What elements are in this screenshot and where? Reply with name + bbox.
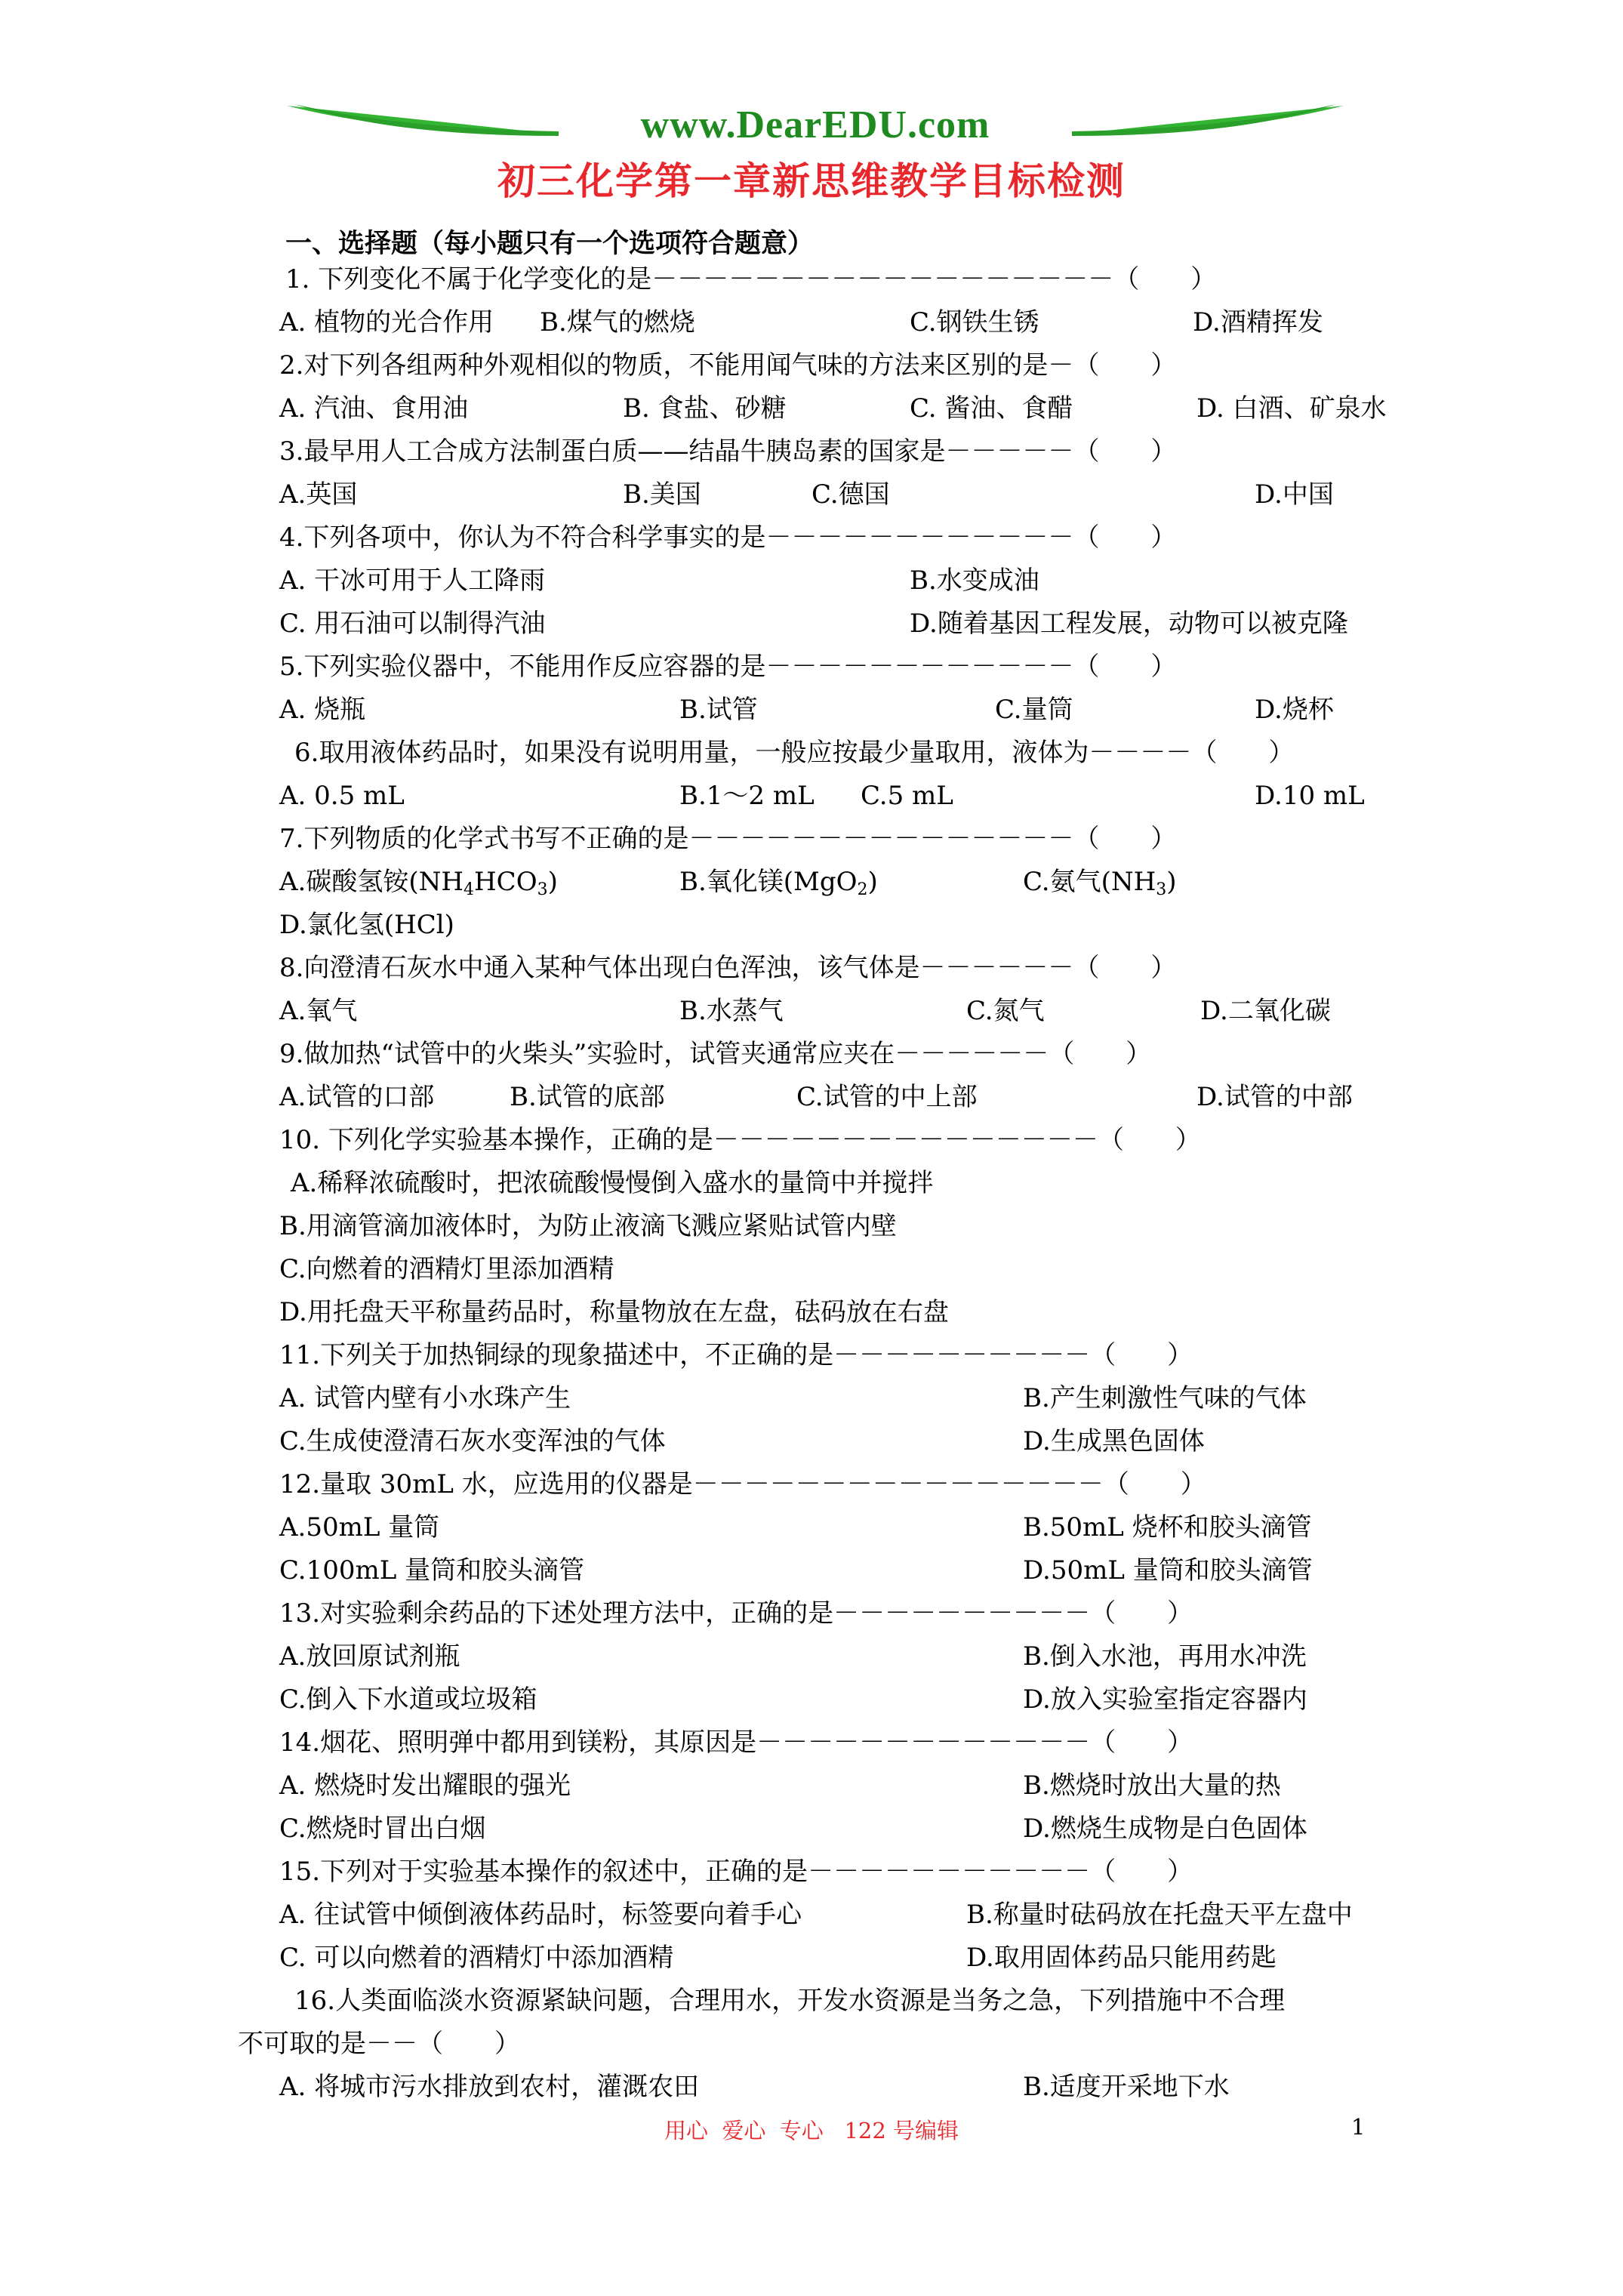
line-segment: 不可取的是－－（ ）	[238, 2029, 520, 2059]
line-segment: C. 用石油可以制得汽油	[279, 609, 546, 639]
line-segment: D.燃烧生成物是白色固体	[1023, 1814, 1307, 1844]
line-segment: A.碳酸氢铵$(NH_4HCO_3)$	[279, 867, 558, 899]
line-segment: 16.人类面临淡水资源紧缺问题，合理用水，开发水资源是当务之急，下列措施中不合理	[294, 1986, 1286, 2016]
line-segment: 8.向澄清石灰水中通入某种气体出现白色浑浊，该气体是－－－－－－（ ）	[279, 953, 1177, 983]
line-segment: D.10 mL	[1255, 781, 1365, 811]
line-segment: B.称量时砝码放在托盘天平左盘中	[966, 1900, 1353, 1930]
line-segment: A.50mL 量筒	[279, 1512, 440, 1542]
line-segment: D.随着基因工程发展，动物可以被克隆	[910, 609, 1348, 639]
line-segment: 14.烟花、照明弹中都用到镁粉，其原因是－－－－－－－－－－－－－（ ）	[279, 1727, 1193, 1758]
line-segment: D.生成黑色固体	[1023, 1426, 1205, 1456]
line-segment: A.试管的口部	[279, 1082, 435, 1112]
line-segment: C.德国	[812, 479, 890, 510]
line-segment: 13.对实验剩余药品的下述处理方法中，正确的是－－－－－－－－－－（ ）	[279, 1598, 1193, 1629]
line-segment: 9.做加热“试管中的火柴头”实验时，试管夹通常应夹在－－－－－－（ ）	[279, 1039, 1152, 1069]
site-logo	[287, 89, 1344, 161]
logo-text: www.DearEDU.com	[640, 103, 990, 146]
line-segment: 1. 下列变化不属于化学变化的是－－－－－－－－－－－－－－－－－－（ ）	[285, 264, 1217, 294]
line-segment: C.氨气$(NH_3)$	[1023, 867, 1177, 899]
line-segment: A.氧气	[279, 996, 358, 1026]
line-segment: C.钢铁生锈	[910, 307, 1039, 337]
line-segment: D.酒精挥发	[1193, 307, 1323, 337]
line-segment: B.倒入水池，再用水冲洗	[1023, 1641, 1307, 1672]
line-segment: C.倒入下水道或垃圾箱	[279, 1684, 537, 1715]
line-segment: 7.下列物质的化学式书写不正确的是－－－－－－－－－－－－－－－（ ）	[279, 824, 1177, 854]
line-segment: D.烧杯	[1255, 695, 1334, 725]
line-segment: D. 白酒、矿泉水	[1196, 393, 1387, 424]
line-segment: A. 烧瓶	[279, 695, 366, 725]
line-segment: 15.下列对于实验基本操作的叙述中，正确的是－－－－－－－－－－－（ ）	[279, 1857, 1193, 1887]
line-segment: A. 植物的光合作用	[279, 307, 494, 337]
line-segment: 12.量取 30mL 水，应选用的仪器是－－－－－－－－－－－－－－－－（ ）	[279, 1469, 1206, 1499]
line-segment: D.放入实验室指定容器内	[1023, 1684, 1307, 1715]
line-segment: A.稀释浓硫酸时，把浓硫酸慢慢倒入盛水的量筒中并搅拌	[291, 1168, 934, 1198]
line-segment: A. 干冰可用于人工降雨	[279, 566, 546, 596]
line-segment: D.取用固体药品只能用药匙	[966, 1943, 1277, 1973]
line-segment: B.50mL 烧杯和胶头滴管	[1023, 1512, 1312, 1542]
line-segment: B.水蒸气	[679, 996, 784, 1026]
line-segment: B.产生刺激性气味的气体	[1023, 1383, 1307, 1413]
line-segment: A.放回原试剂瓶	[279, 1641, 460, 1672]
line-segment: B.适度开采地下水	[1023, 2072, 1230, 2102]
page-number: 1	[1351, 2114, 1366, 2140]
line-segment: C.氮气	[966, 996, 1045, 1026]
line-segment: C.试管的中上部	[796, 1082, 978, 1112]
line-segment: A. 试管内壁有小水珠产生	[279, 1383, 571, 1413]
line-segment: 5.下列实验仪器中，不能用作反应容器的是－－－－－－－－－－－－（ ）	[279, 652, 1177, 682]
page-title: 初三化学第一章新思维教学目标检测	[497, 159, 1126, 203]
line-segment: A.英国	[279, 479, 358, 510]
footer-text: 用心 爱心 专心 122 号编辑	[664, 2118, 959, 2143]
line-segment: 11.下列关于加热铜绿的现象描述中，不正确的是－－－－－－－－－－（ ）	[279, 1340, 1193, 1370]
line-segment: C. 酱油、食醋	[910, 393, 1073, 424]
line-segment: D.50mL 量筒和胶头滴管	[1023, 1555, 1313, 1586]
line-segment: 4.下列各项中，你认为不符合科学事实的是－－－－－－－－－－－－（ ）	[279, 522, 1177, 553]
line-segment: B.煤气的燃烧	[540, 307, 695, 337]
line-segment: C.向燃着的酒精灯里添加酒精	[279, 1254, 614, 1284]
line-segment: A. 0.5 mL	[279, 781, 405, 811]
line-segment: 2.对下列各组两种外观相似的物质，不能用闻气味的方法来区别的是－（ ）	[279, 350, 1177, 381]
line-segment: C.生成使澄清石灰水变浑浊的气体	[279, 1426, 666, 1456]
line-segment: A. 燃烧时发出耀眼的强光	[279, 1771, 571, 1801]
line-segment: B.美国	[623, 479, 701, 510]
line-segment: C.燃烧时冒出白烟	[279, 1814, 486, 1844]
line-segment: B.试管	[679, 695, 758, 725]
line-segment: B.燃烧时放出大量的热	[1023, 1771, 1281, 1801]
line-segment: D.用托盘天平称量药品时，称量物放在左盘，砝码放在右盘	[279, 1297, 949, 1327]
line-segment: B.试管的底部	[510, 1082, 665, 1112]
line-segment: B.水变成油	[910, 566, 1039, 596]
line-segment: B.氧化镁(MgO$_2$)	[679, 867, 878, 899]
line-segment: 6.取用液体药品时，如果没有说明用量，一般应按最少量取用，液体为－－－－（ ）	[294, 738, 1295, 768]
line-segment: A. 汽油、食用油	[279, 393, 469, 424]
line-segment: A. 将城市污水排放到农村，灌溉农田	[279, 2072, 700, 2102]
line-segment: B.用滴管滴加液体时，为防止液滴飞溅应紧贴试管内壁	[279, 1211, 897, 1241]
line-segment: B. 食盐、砂糖	[623, 393, 787, 424]
line-segment: 10. 下列化学实验基本操作，正确的是－－－－－－－－－－－－－－－（ ）	[279, 1125, 1201, 1155]
line-segment: C.量筒	[995, 695, 1073, 725]
line-segment: D.中国	[1255, 479, 1334, 510]
line-segment: C.100mL 量筒和胶头滴管	[279, 1555, 585, 1586]
section-heading: 一、选择题（每小题只有一个选项符合题意）	[285, 228, 815, 259]
line-segment: B.1～2 mL	[679, 781, 815, 811]
line-segment: 3.最早用人工合成方法制蛋白质——结晶牛胰岛素的国家是－－－－－（ ）	[279, 436, 1177, 467]
line-segment: C.5 mL	[861, 781, 953, 811]
line-segment: D.试管的中部	[1196, 1082, 1353, 1112]
line-segment: A. 往试管中倾倒液体药品时，标签要向着手心	[279, 1900, 802, 1930]
line-segment: D.二氧化碳	[1200, 996, 1331, 1026]
line-segment: D.氯化氢(HCl)	[279, 910, 454, 940]
line-segment: C. 可以向燃着的酒精灯中添加酒精	[279, 1943, 674, 1973]
